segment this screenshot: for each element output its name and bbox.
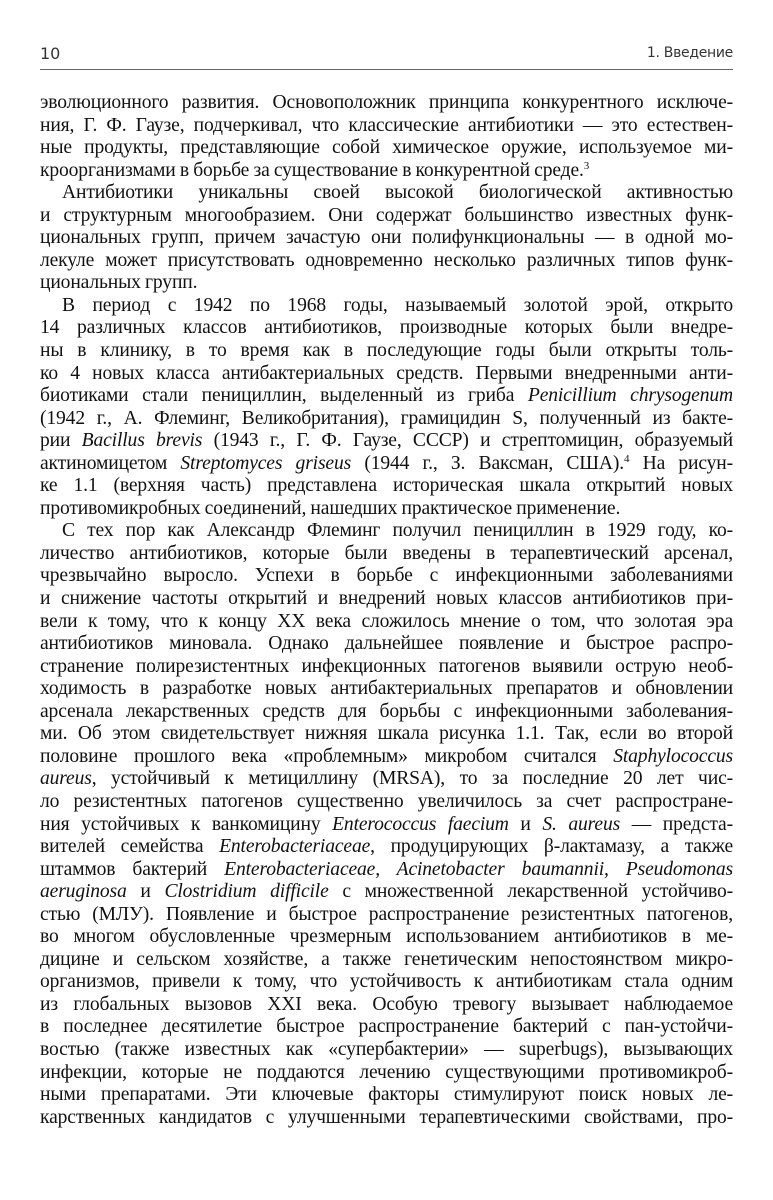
text-line [40, 1039, 733, 1062]
text-line [40, 814, 733, 837]
italic-term: Enterococcus faecium [332, 813, 509, 835]
text-run: ными препаратами. Эти ключевые факторы стимулируют поиск новых ле- [40, 1084, 733, 1106]
text-line [40, 408, 733, 431]
paragraph [40, 92, 733, 182]
text-run: половине прошлого века «проблемным» микробом считался [40, 745, 614, 767]
text-line [40, 565, 733, 588]
text-line [40, 543, 733, 566]
text-line [40, 453, 733, 476]
footnote-ref: 4 [624, 452, 630, 465]
text-line [40, 768, 733, 791]
text-run: циональных групп, причем зачастую они полифункциональны — в одной мо- [40, 227, 733, 249]
text-run: инфекции, которые не поддаются лечению существующими противомикроб- [40, 1061, 733, 1083]
text-line [40, 227, 733, 250]
text-run: (1942 г., А. Флеминг, Великобритания), грамицидин S, полученный из бакте- [40, 407, 733, 429]
text-run: ко 4 новых класса антибактериальных средств. Первыми внедренными анти- [40, 362, 733, 384]
paragraph [40, 182, 733, 295]
text-line [40, 994, 733, 1017]
text-line [40, 746, 733, 769]
italic-term: Staphylococcus [613, 745, 733, 767]
italic-term: aureus [40, 768, 92, 790]
italic-term: Enterobacteriaceae, Acinetobacter baumannii, Pseudomonas [224, 858, 733, 880]
text-line [40, 881, 733, 904]
text-line [40, 363, 733, 386]
text-run: В период с 1942 по 1968 годы, называемый золотой эрой, открыто [62, 294, 733, 316]
text-line [40, 272, 733, 295]
text-run: вели к тому, что к концу XX века сложилось мнение о том, что золотая эра [40, 610, 733, 632]
text-run: актиномицетом [40, 452, 181, 474]
paragraph [40, 520, 733, 1129]
text-run: ло резистентных патогенов существенно увеличилось за счет распростране- [40, 790, 733, 812]
text-run: ке 1.1 (верхняя часть) представлена историческая шкала открытий новых [40, 475, 733, 497]
text-run: 14 различных классов антибиотиков, производные которых были внедре- [40, 317, 733, 339]
text-line [40, 611, 733, 634]
text-run: ны в клинику, в то время как в последующие годы были открыты толь- [40, 340, 733, 362]
running-head [40, 44, 733, 66]
text-line [40, 588, 733, 611]
text-run: На рисун- [629, 452, 734, 474]
text-line [40, 701, 733, 724]
italic-term: aeruginosa [40, 881, 127, 903]
text-line [40, 475, 733, 498]
text-line [40, 205, 733, 228]
text-run: ходимость в разработке новых антибактериальных препаратов и обновлении [40, 678, 733, 700]
text-run: и [508, 813, 543, 835]
italic-term: S. aureus [542, 813, 621, 835]
page-number: 10 [40, 44, 61, 63]
text-run: — предста- [620, 813, 733, 835]
text-run: востью (также известных как «супербактерии» — superbugs), вызывающих [40, 1038, 733, 1060]
text-run: дицине и сельском хозяйстве, а также генетическим непостоянством микро- [40, 948, 733, 970]
text-run: и снижение частоты открытий и внедрений новых классов антибиотиков при- [40, 588, 733, 610]
text-line [40, 182, 733, 205]
text-line [40, 295, 733, 318]
text-line [40, 160, 733, 183]
text-line [40, 1084, 733, 1107]
text-run: , продуцирующих β-лактамазу, а также [370, 836, 733, 858]
text-run: из глобальных вызовов XXI века. Особую тревогу вызывает наблюдаемое [40, 993, 733, 1015]
text-line [40, 656, 733, 679]
italic-term: Enterobacteriaceae [219, 836, 371, 858]
text-line [40, 137, 733, 160]
text-line [40, 678, 733, 701]
text-run: эволюционного развития. Основоположник принципа конкурентного исключе- [40, 92, 733, 113]
text-run: штаммов бактерий [40, 858, 225, 880]
paragraph [40, 295, 733, 520]
text-line [40, 859, 733, 882]
text-line [40, 385, 733, 408]
text-run: циональных групп. [40, 272, 198, 294]
italic-term: Clostridium difficile [164, 881, 329, 903]
italic-term: Bacillus brevis [81, 430, 203, 452]
text-line [40, 836, 733, 859]
text-run: странение полирезистентных инфекционных патогенов выявили острую необ- [40, 655, 733, 677]
text-line [40, 92, 733, 115]
text-line [40, 250, 733, 273]
text-run: личество антибиотиков, которые были введены в терапевтический арсенал, [40, 542, 733, 564]
text-run: ния устойчивых к ванкомицину [40, 813, 333, 835]
text-run: (1943 г., Г. Ф. Гаузе, СССР) и стрептомицин, образуемый [202, 430, 733, 452]
text-run: во многом обусловленные чрезмерным использованием антибиотиков в ме- [40, 926, 733, 948]
text-line [40, 340, 733, 363]
text-line [40, 1107, 733, 1130]
text-line [40, 633, 733, 656]
text-line [40, 791, 733, 814]
text-run: организмов, привели к тому, что устойчивость к антибиотикам стала одним [40, 971, 733, 993]
text-run: антибиотиков миновала. Однако дальнейшее появление и быстрое распро- [40, 633, 733, 655]
text-run: (1944 г., З. Ваксман, США). [351, 452, 625, 474]
chapter-title: 1. Введение [646, 45, 733, 61]
text-run: Антибиотики уникальны своей высокой биологической активностью [62, 182, 733, 204]
text-run: ми. Об этом свидетельствует нижняя шкала рисунка 1.1. Так, если во второй [40, 723, 733, 745]
text-run: биотиками стали пенициллин, выделенный из гриба [40, 385, 528, 407]
italic-term: Streptomyces griseus [180, 452, 352, 474]
text-line [40, 430, 733, 453]
text-line [40, 1062, 733, 1085]
text-line [40, 723, 733, 746]
text-line [40, 115, 733, 138]
text-run: в последнее десятилетие быстрое распространение бактерий с пан-устойчи- [40, 1016, 733, 1038]
text-run: лекуле может присутствовать одновременно несколько различных типов функ- [40, 249, 733, 271]
text-run: вителей семейства [40, 836, 220, 858]
header-rule [40, 69, 733, 70]
text-line [40, 520, 733, 543]
text-line [40, 971, 733, 994]
text-run: ния, Г. Ф. Гаузе, подчеркивал, что классические антибиотики — это естествен- [40, 114, 733, 136]
text-run: , устойчивый к метициллину (MRSA), то за последние 20 лет чис- [91, 768, 733, 790]
body-text [40, 92, 733, 1129]
text-run: стью (МЛУ). Появление и быстрое распространение резистентных патогенов, [40, 903, 733, 925]
text-run: и [126, 881, 165, 903]
text-run: с множественной лекарственной устойчиво- [328, 881, 733, 903]
text-run: карственных кандидатов с улучшенными терапевтическими свойствами, про- [40, 1106, 733, 1128]
text-run: арсенала лекарственных средств для борьбы с инфекционными заболевания- [40, 700, 733, 722]
footnote-ref: 3 [583, 159, 590, 172]
text-line [40, 904, 733, 927]
text-run: и структурным многообразием. Они содержат большинство известных функ- [40, 204, 733, 226]
italic-term: Penicillium chrysogenum [527, 385, 733, 407]
text-line [40, 949, 733, 972]
text-line [40, 498, 733, 521]
text-line [40, 317, 733, 340]
text-run: рии [40, 430, 82, 452]
text-run: чрезвычайно выросло. Успехи в борьбе с инфекционными заболеваниями [40, 565, 733, 587]
text-run: противомикробных соединений, нашедших практическое применение. [40, 497, 621, 519]
text-run: С тех пор как Александр Флеминг получил пенициллин в 1929 году, ко- [62, 520, 733, 542]
text-run: кроорганизмами в борьбе за существование в конкурентной среде. [40, 159, 584, 181]
text-line [40, 926, 733, 949]
text-run: ные продукты, представляющие собой химическое оружие, используемое ми- [40, 137, 733, 159]
text-line [40, 1016, 733, 1039]
